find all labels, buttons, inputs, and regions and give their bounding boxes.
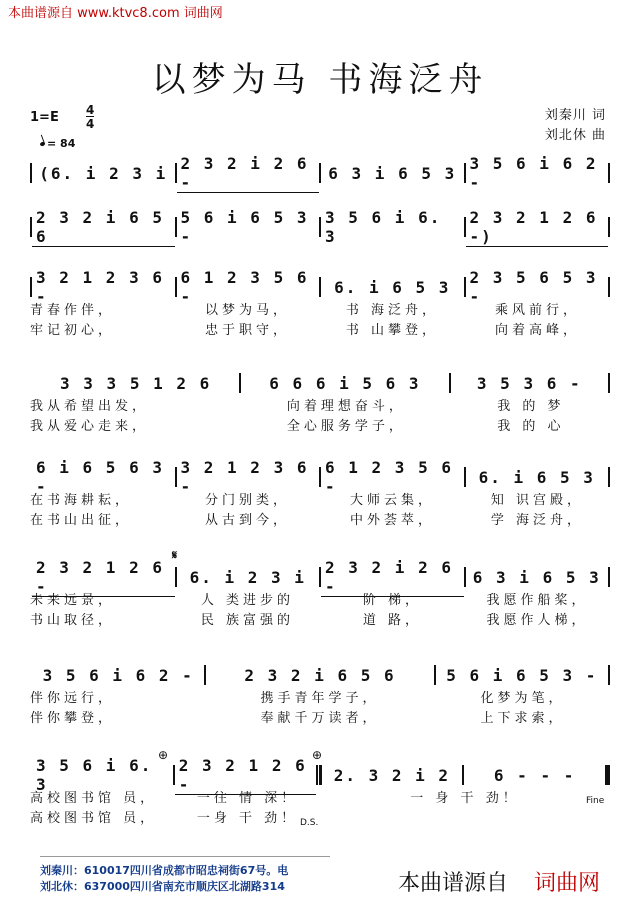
lyric: 高校图书馆 员， (30, 790, 158, 806)
lyric: 牢记初心， (30, 322, 116, 338)
lyric: 我 的 心 (497, 418, 565, 434)
measure: 3 5 3 6 - (476, 373, 582, 393)
lyric: 一往 情 深！ (196, 790, 299, 806)
lyric: 以梦为马， (204, 302, 290, 318)
brand-source-text: 本曲谱源自 (398, 871, 509, 896)
time-signature-bottom: 4 (86, 117, 95, 131)
score-system-2 (30, 207, 610, 246)
lyric: 中外荟萃， (349, 512, 435, 528)
lyric: 大师云集， (349, 492, 435, 508)
measure: 3 2 1 2 3 6 - (180, 458, 309, 496)
measure: 5 6 i 6 5 3 - (180, 208, 309, 246)
lyric: 向着理想奋斗， (286, 398, 406, 414)
lyric-line-2 (30, 508, 610, 528)
measure: 6 3 i 6 5 3 (472, 567, 601, 587)
lyric-line-1 (30, 394, 610, 414)
lyric: 伴你攀登， (30, 710, 116, 726)
segno-icon: 𝄋 (172, 548, 178, 562)
lyric: 我从爱心走来， (30, 418, 150, 434)
footer-divider (40, 856, 330, 857)
lyric: 书 海泛舟， (345, 302, 440, 318)
lyric: 忠于职守， (204, 322, 290, 338)
brand-site-name: 词曲网 (534, 871, 601, 896)
lyric: 全心服务学子， (286, 418, 406, 434)
measure: 3 5 6 i 6. 3 (36, 756, 153, 794)
ds-marking: D.S. (300, 818, 319, 828)
lyric: 青春作伴， (30, 302, 116, 318)
measure: 6 i 6 5 6 3 - (36, 458, 164, 496)
lyric: 向着高峰， (494, 322, 580, 338)
score-system-6 (30, 557, 610, 628)
lyric: 民 族富强的 (200, 612, 295, 628)
key-signature: 1=E (30, 110, 59, 125)
lyric-line-2 (30, 318, 610, 338)
lyric: 奉献千万读者， (260, 710, 380, 726)
measure: 3 5 6 i 6 2 - (469, 154, 598, 192)
measure: 6 1 2 3 5 6 - (325, 458, 453, 496)
quarter-note-icon (39, 141, 45, 146)
lyric: 书 山攀登， (345, 322, 440, 338)
score-system-4 (30, 372, 610, 434)
lyric: 伴你远行， (30, 690, 116, 706)
measure: 2. 3 2 i 2 (333, 765, 451, 785)
lyric-line-2 (30, 608, 610, 628)
measure: 2 3 2 1 2 6 -) (466, 208, 609, 247)
measure: 2 3 5 6 5 3 - (469, 268, 598, 306)
measure: 2 3 2 i 6 5 6 (244, 665, 396, 685)
measure: 6 1 2 3 5 6 - (180, 268, 309, 306)
lyric: 人 类进步的 (200, 592, 295, 608)
measure: 6 - - - (493, 765, 576, 785)
lyric: 乘风前行， (494, 302, 580, 318)
measure: (6. i 2 3 i (39, 163, 168, 183)
score-system-7 (30, 664, 610, 726)
lyric: 我 的 梦 (497, 398, 565, 414)
lyric-line-2 (30, 706, 610, 726)
lyric: 携手青年学子， (260, 690, 380, 706)
measure: 6. i 2 3 i (189, 567, 306, 587)
lyric: 阶 梯， (362, 592, 423, 608)
measure: 2 3 2 1 2 6 - (32, 558, 175, 597)
lyric: 未来远景， (30, 592, 116, 608)
lyric: 我愿作船桨， (486, 592, 589, 608)
lyric: 化梦为笔， (480, 690, 566, 706)
measure: 6 3 i 6 5 3 (328, 163, 457, 183)
lyric-line-2 (30, 806, 610, 826)
measure: 3 2 1 2 3 6 - (36, 268, 164, 306)
measure: 3 5 6 i 6. 3 (325, 208, 442, 246)
lyric: 我愿作人梯， (486, 612, 589, 628)
measure: 2 3 2 i 6 5 6 (32, 208, 175, 247)
score-system-5 (30, 458, 610, 528)
score-system-3 (30, 268, 610, 338)
score-system-1 (30, 153, 610, 192)
lyric: 分门别类， (204, 492, 290, 508)
lyric: 从古到今， (204, 512, 290, 528)
lyricist-credit: 刘秦川 词 (544, 108, 606, 123)
page-title: 以梦为马 书海泛舟 (151, 60, 489, 100)
lyric: 书山取径， (30, 612, 116, 628)
lyric: 高校图书馆 员， (30, 810, 158, 826)
footer-contact-2: 刘北休：637000四川省南充市顺庆区北湖路314 (40, 880, 285, 893)
tempo-marking (40, 137, 75, 150)
measure: 6 6 6 i 5 6 3 (269, 373, 421, 393)
measure: 6. i 6 5 3 (334, 277, 451, 297)
lyric: 道 路， (362, 612, 423, 628)
lyric-line-1 (30, 686, 610, 706)
lyric: 学 海泛舟， (490, 512, 585, 528)
coda-icon: ⊕ (312, 748, 323, 762)
coda-icon: ⊕ (158, 748, 169, 762)
fine-marking: Fine (586, 796, 605, 806)
time-signature-top: 4 (86, 103, 95, 117)
measure: 3 3 3 5 1 2 6 (60, 373, 212, 393)
footer-contact-1: 刘秦川：610017四川省成都市昭忠祠街67号。电 (40, 864, 289, 877)
measure: 2 3 2 i 2 6 - (321, 558, 464, 597)
measure: 2 3 2 1 2 6 - (175, 756, 316, 795)
watermark-top: 本曲谱源自 www.ktvc8.com 词曲网 (8, 6, 223, 21)
lyric: 上下求索， (480, 710, 566, 726)
lyric: 知 识宫殿， (490, 492, 585, 508)
lyric: 一身 干 劲！ (196, 810, 299, 826)
composer-credit: 刘北休 曲 (544, 128, 606, 143)
lyric: 在书山出征， (30, 512, 133, 528)
measure: 2 3 2 i 2 6 - (177, 154, 320, 193)
lyric: 一 身 干 劲！ (410, 790, 520, 806)
measure: 3 5 6 i 6 2 - (42, 665, 194, 685)
lyric-line-2 (30, 414, 610, 434)
measure: 5 6 i 6 5 3 - (446, 665, 598, 685)
score-system-8 (30, 755, 610, 826)
tempo-value: = 84 (47, 137, 76, 150)
measure: 6. i 6 5 3 (478, 467, 595, 487)
lyric: 我从希望出发， (30, 398, 150, 414)
lyric: 在书海耕耘， (30, 492, 133, 508)
